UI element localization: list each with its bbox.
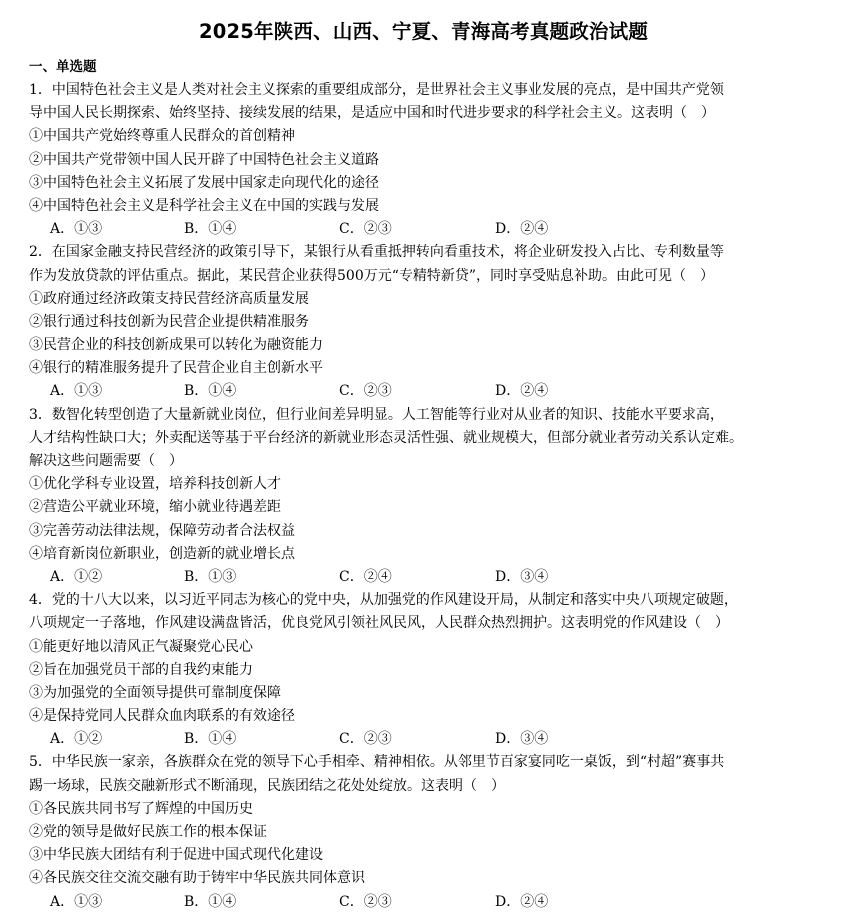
answer-option: A．①③ bbox=[50, 221, 103, 238]
statement-item: ③中华民族大团结有利于促进中国式现代化建设 bbox=[29, 847, 323, 864]
answer-option: A．①③ bbox=[50, 383, 103, 400]
question-stem-line: 八项规定一子落地，作风建设满盘皆活，优良党风引领社风民风，人民群众热烈拥护。这表明党的作风建设（ ） bbox=[29, 615, 729, 632]
statement-item: ④银行的精准服务提升了民营企业自主创新水平 bbox=[29, 360, 323, 377]
answer-option: B．①④ bbox=[184, 221, 237, 238]
answer-option: B．①④ bbox=[184, 383, 237, 400]
question-stem-line: 3．数智化转型创造了大量新就业岗位，但行业间差异明显。人工智能等行业对从业者的知识、技能水平要求高， bbox=[29, 406, 724, 423]
question-block bbox=[29, 589, 824, 751]
statement-item: ③民营企业的科技创新成果可以转化为融资能力 bbox=[29, 337, 323, 354]
answer-option: A．①② bbox=[50, 731, 103, 748]
question-stem-line: 解决这些问题需要（ ） bbox=[29, 453, 183, 469]
question-stem-line: 1．中国特色社会主义是人类对社会主义探索的重要组成部分，是世界社会主义事业发展的亮点，是中国共产党领 bbox=[29, 82, 724, 98]
question-list bbox=[29, 79, 824, 914]
statement-item: ③为加强党的全面领导提供可靠制度保障 bbox=[29, 684, 281, 701]
question-stem-line: 人才结构性缺口大；外卖配送等基于平台经济的新就业形态灵活性强、就业规模大，但部分就业者劳动关系认定难。 bbox=[29, 429, 743, 446]
answer-option: C．②③ bbox=[339, 383, 392, 400]
statement-item: ②银行通过科技创新为民营企业提供精准服务 bbox=[29, 313, 309, 330]
answer-option: C．②③ bbox=[339, 893, 392, 910]
answer-options bbox=[29, 728, 824, 751]
answer-option: A．①② bbox=[50, 568, 103, 585]
statement-item: ④培育新岗位新职业，创造新的就业增长点 bbox=[29, 545, 295, 562]
question-stem-line: 踢一场球，民族交融新形式不断涌现，民族团结之花处处绽放。这表明（ ） bbox=[29, 777, 505, 794]
statement-item: ③中国特色社会主义拓展了发展中国家走向现代化的途径 bbox=[29, 174, 379, 191]
question-block bbox=[29, 404, 824, 590]
question-stem-line: 4．党的十八大以来，以习近平同志为核心的党中央，从加强党的作风建设开局，从制定和落实中央八项规定破题， bbox=[29, 592, 738, 609]
answer-option: A．①③ bbox=[50, 893, 103, 910]
answer-options bbox=[29, 566, 824, 589]
answer-option: C．②④ bbox=[339, 568, 392, 585]
question-stem-line: 导中国人民长期探索、始终坚持、接续发展的结果，是适应中国和时代进步要求的科学社会主义。这表明（ ） bbox=[29, 105, 715, 122]
statement-item: ④中国特色社会主义是科学社会主义在中国的实践与发展 bbox=[29, 197, 379, 214]
question-block bbox=[29, 751, 824, 913]
page-title: 2025年陕西、山西、宁夏、青海高考真题政治试题 bbox=[198, 20, 649, 43]
statement-item: ②旨在加强党员干部的自我约束能力 bbox=[29, 661, 253, 678]
statement-item: ①优化学科专业设置，培养科技创新人才 bbox=[29, 476, 281, 493]
statement-item: ①各民族共同书写了辉煌的中国历史 bbox=[29, 800, 253, 817]
answer-option: D．③④ bbox=[495, 731, 549, 748]
answer-option: C．②③ bbox=[339, 731, 392, 748]
statement-item: ①政府通过经济政策支持民营经济高质量发展 bbox=[29, 290, 309, 307]
question-stem-line: 5．中华民族一家亲，各族群众在党的领导下心手相牵、精神相依。从邻里节百家宴同吃一桌饭，到“村超”赛事共 bbox=[29, 754, 725, 771]
statement-item: ②党的领导是做好民族工作的根本保证 bbox=[29, 824, 267, 840]
statement-item: ②营造公平就业环境，缩小就业待遇差距 bbox=[29, 499, 281, 516]
statement-item: ④各民族交往交流交融有助于铸牢中华民族共同体意识 bbox=[29, 870, 365, 887]
answer-option: D．②④ bbox=[495, 383, 549, 400]
answer-option: B．①④ bbox=[184, 731, 237, 748]
statement-item: ④是保持党同人民群众血肉联系的有效途径 bbox=[29, 708, 295, 725]
question-stem-line: 作为发放贷款的评估重点。据此，某民营企业获得500万元“专精特新贷”，同时享受贴息补助。由此可见（ ） bbox=[29, 267, 715, 284]
answer-options bbox=[29, 380, 824, 403]
answer-option: D．②④ bbox=[495, 221, 549, 238]
statement-item: ①中国共产党始终尊重人民群众的首创精神 bbox=[29, 128, 295, 145]
answer-options bbox=[29, 891, 824, 914]
answer-option: D．③④ bbox=[495, 568, 549, 585]
question-block bbox=[29, 79, 824, 241]
answer-option: B．①③ bbox=[184, 568, 237, 585]
answer-options bbox=[29, 218, 824, 241]
answer-option: C．②③ bbox=[339, 221, 392, 238]
statement-item: ①能更好地以清风正气凝聚党心民心 bbox=[29, 638, 253, 655]
section-heading: 一、单选题 bbox=[29, 59, 97, 75]
answer-option: B．①④ bbox=[184, 893, 237, 910]
question-stem-line: 2．在国家金融支持民营经济的政策引导下，某银行从看重抵押转向看重技术，将企业研发投入占比、专利数量等 bbox=[29, 244, 724, 261]
statement-item: ②中国共产党带领中国人民开辟了中国特色社会主义道路 bbox=[29, 151, 379, 168]
answer-option: D．②④ bbox=[495, 893, 549, 910]
question-block bbox=[29, 241, 824, 403]
statement-item: ③完善劳动法律法规，保障劳动者合法权益 bbox=[29, 522, 295, 539]
